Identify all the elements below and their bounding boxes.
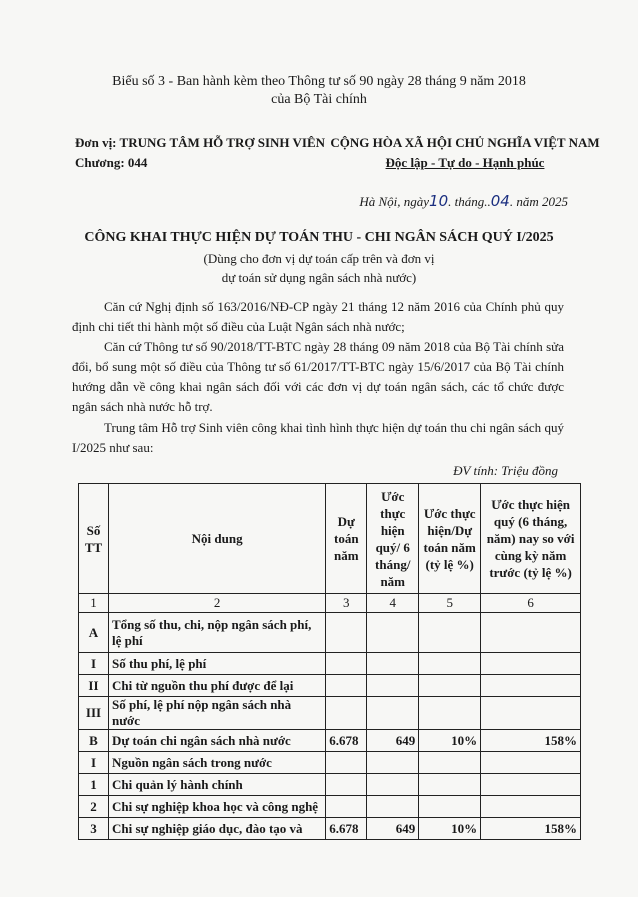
date-prefix: Hà Nội, ngày bbox=[359, 194, 430, 209]
row-estimate bbox=[326, 752, 367, 774]
currency-unit-note: ĐV tính: Triệu đồng bbox=[453, 463, 558, 478]
table-row bbox=[79, 796, 581, 818]
row-content: Chi từ nguồn thu phí được để lại bbox=[108, 675, 325, 697]
row-stt: B bbox=[79, 730, 109, 752]
document-date bbox=[359, 192, 568, 210]
table-row bbox=[79, 774, 581, 796]
row-content: Tổng số thu, chi, nộp ngân sách phí, lệ phí bbox=[108, 613, 325, 653]
table-row bbox=[79, 697, 581, 730]
row-yoy bbox=[481, 774, 581, 796]
row-stt: 2 bbox=[79, 796, 109, 818]
row-actual bbox=[367, 796, 419, 818]
table-row bbox=[79, 818, 581, 840]
row-actual bbox=[367, 774, 419, 796]
row-yoy bbox=[481, 697, 581, 730]
table-row bbox=[79, 653, 581, 675]
nation-name: CỘNG HÒA XÃ HỘI CHỦ NGHĨA VIỆT NAM bbox=[330, 135, 600, 150]
index-cell: 3 bbox=[326, 594, 367, 613]
row-yoy bbox=[481, 653, 581, 675]
table-header-row bbox=[79, 484, 581, 594]
row-actual: 649 bbox=[367, 818, 419, 840]
row-ratio bbox=[419, 796, 481, 818]
document-title: CÔNG KHAI THỰC HIỆN DỰ TOÁN THU - CHI NGÂN SÁCH QUÝ I/2025 bbox=[84, 230, 554, 245]
row-stt: 1 bbox=[79, 774, 109, 796]
header-stt: Số TT bbox=[79, 484, 109, 594]
row-yoy: 158% bbox=[481, 730, 581, 752]
row-ratio bbox=[419, 613, 481, 653]
date-month-label: . tháng.. bbox=[448, 194, 491, 209]
header-actual: Ước thực hiện quý/ 6 tháng/ năm bbox=[367, 484, 419, 594]
row-estimate bbox=[326, 796, 367, 818]
subtitle-line-1: (Dùng cho đơn vị dự toán cấp trên và đơn vị bbox=[203, 251, 435, 266]
row-estimate bbox=[326, 653, 367, 675]
row-estimate bbox=[326, 697, 367, 730]
national-motto: Độc lập - Tự do - Hạnh phúc bbox=[385, 155, 545, 170]
form-reference-note bbox=[0, 73, 638, 109]
row-estimate bbox=[326, 774, 367, 796]
paragraph-legal-basis-1: Căn cứ Nghị định số 163/2016/NĐ-CP ngày 21 tháng 12 năm 2016 của Chính phủ quy định chi tiết thi hành một số điều của Luật Ngân sách nhà nước; bbox=[72, 299, 564, 334]
row-estimate bbox=[326, 675, 367, 697]
row-yoy: 158% bbox=[481, 818, 581, 840]
row-content: Nguồn ngân sách trong nước bbox=[108, 752, 325, 774]
row-content: Chi quản lý hành chính bbox=[108, 774, 325, 796]
index-cell: 2 bbox=[108, 594, 325, 613]
paragraph-intro: Trung tâm Hỗ trợ Sinh viên công khai tình hình thực hiện dự toán thu chi ngân sách quý I/2025 như sau: bbox=[72, 420, 564, 455]
national-header-block bbox=[330, 133, 600, 173]
row-content: Số phí, lệ phí nộp ngân sách nhà nước bbox=[108, 697, 325, 730]
row-yoy bbox=[481, 752, 581, 774]
row-content: Chi sự nghiệp giáo dục, đào tạo và bbox=[108, 818, 325, 840]
row-actual bbox=[367, 613, 419, 653]
row-content: Số thu phí, lệ phí bbox=[108, 653, 325, 675]
table-index-row bbox=[79, 594, 581, 613]
header-yoy: Ước thực hiện quý (6 tháng, năm) nay so với cùng kỳ năm trước (tỷ lệ %) bbox=[481, 484, 581, 594]
row-stt: III bbox=[79, 697, 109, 730]
handwritten-month: 04 bbox=[490, 192, 510, 210]
row-yoy bbox=[481, 613, 581, 653]
handwritten-day: 10 bbox=[429, 192, 449, 210]
row-stt: I bbox=[79, 653, 109, 675]
row-actual: 649 bbox=[367, 730, 419, 752]
table-row bbox=[79, 675, 581, 697]
row-yoy bbox=[481, 675, 581, 697]
date-year: . năm 2025 bbox=[509, 194, 568, 209]
index-cell: 5 bbox=[419, 594, 481, 613]
header-content: Nội dung bbox=[108, 484, 325, 594]
row-ratio bbox=[419, 697, 481, 730]
row-estimate: 6.678 bbox=[326, 730, 367, 752]
unit-name: Đơn vị: TRUNG TÂM HỖ TRỢ SINH VIÊN bbox=[75, 135, 326, 150]
form-note-line-2: của Bộ Tài chính bbox=[271, 92, 367, 107]
form-note-line-1: Biểu số 3 - Ban hành kèm theo Thông tư số 90 ngày 28 tháng 9 năm 2018 bbox=[112, 74, 526, 89]
document-subtitle bbox=[0, 249, 638, 287]
paragraph-legal-basis-2: Căn cứ Thông tư số 90/2018/TT-BTC ngày 28 tháng 09 năm 2018 của Bộ Tài chính sửa đổi, bổ sung một số điều của Thông tư số 61/2017/TT-BTC ngày 15/6/2017 của Bộ Tài chính hướng dẫn về công khai ngân sách đối với các đơn vị dự toán ngân sách, các tổ chức được ngân sách nhà nước hỗ trợ. bbox=[72, 339, 564, 414]
index-cell: 1 bbox=[79, 594, 109, 613]
table-row bbox=[79, 613, 581, 653]
chapter-code: Chương: 044 bbox=[75, 155, 148, 170]
row-ratio bbox=[419, 675, 481, 697]
table-row bbox=[79, 730, 581, 752]
header-ratio: Ước thực hiện/Dự toán năm (tỷ lệ %) bbox=[419, 484, 481, 594]
index-cell: 4 bbox=[367, 594, 419, 613]
budget-table bbox=[78, 483, 581, 840]
table-row bbox=[79, 752, 581, 774]
row-ratio: 10% bbox=[419, 818, 481, 840]
row-ratio: 10% bbox=[419, 730, 481, 752]
row-stt: I bbox=[79, 752, 109, 774]
row-stt: 3 bbox=[79, 818, 109, 840]
index-cell: 6 bbox=[481, 594, 581, 613]
row-actual bbox=[367, 752, 419, 774]
row-content: Chi sự nghiệp khoa học và công nghệ bbox=[108, 796, 325, 818]
row-stt: II bbox=[79, 675, 109, 697]
row-content: Dự toán chi ngân sách nhà nước bbox=[108, 730, 325, 752]
subtitle-line-2: dự toán sử dụng ngân sách nhà nước) bbox=[221, 270, 417, 285]
row-actual bbox=[367, 697, 419, 730]
row-estimate bbox=[326, 613, 367, 653]
header-estimate: Dự toán năm bbox=[326, 484, 367, 594]
row-actual bbox=[367, 675, 419, 697]
row-ratio bbox=[419, 774, 481, 796]
issuing-unit-block bbox=[75, 133, 325, 173]
row-ratio bbox=[419, 653, 481, 675]
row-ratio bbox=[419, 752, 481, 774]
row-estimate: 6.678 bbox=[326, 818, 367, 840]
row-stt: A bbox=[79, 613, 109, 653]
row-yoy bbox=[481, 796, 581, 818]
row-actual bbox=[367, 653, 419, 675]
